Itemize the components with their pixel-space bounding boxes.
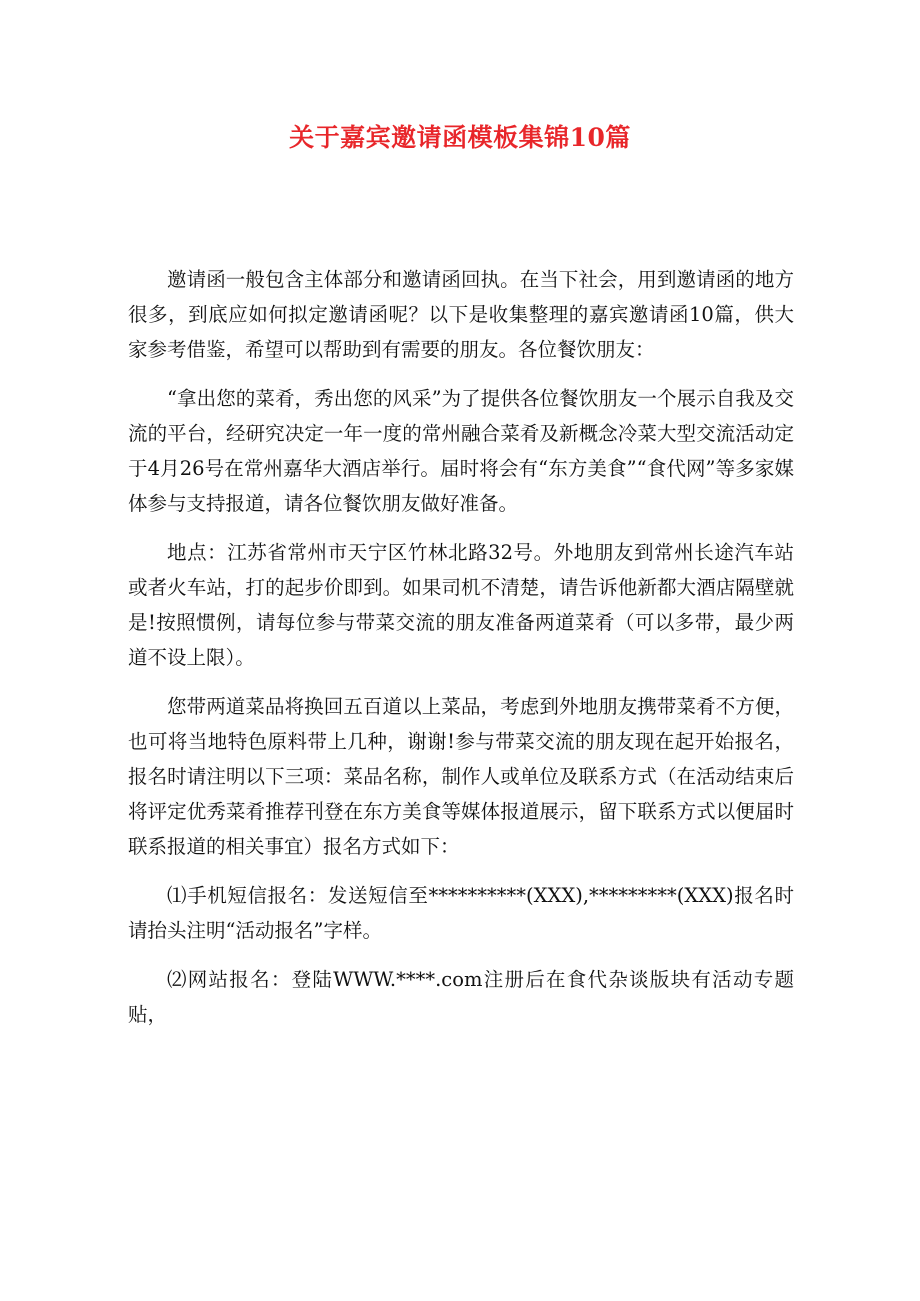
document-body bbox=[128, 262, 794, 1046]
paragraph-web-registration: ⑵网站报名：登陆WWW.****.com注册后在食代杂谈版块有活动专题贴， bbox=[128, 968, 794, 1026]
document-title: 关于嘉宾邀请函模板集锦10篇 bbox=[289, 123, 631, 152]
paragraph-registration: 您带两道菜品将换回五百道以上菜品，考虑到外地朋友携带菜肴不方便，也可将当地特色原料带上几种，谢谢!参与带菜交流的朋友现在起开始报名，报名时请注明以下三项：菜品名称，制作人或单位及联系方式（在活动结束后将评定优秀菜肴推荐刊登在东方美食等媒体报道展示，留下联系方式以便届时联系报道的相关事宜）报名方式如下： bbox=[128, 695, 794, 858]
paragraph-event: “拿出您的菜肴，秀出您的风采”为了提供各位餐饮朋友一个展示自我及交流的平台，经研究决定一年一度的常州融合菜肴及新概念冷菜大型交流活动定于4月26号在常州嘉华大酒店举行。届时将会有“东方美食”“食代网”等多家媒体参与支持报道，请各位餐饮朋友做好准备。 bbox=[128, 387, 794, 515]
paragraph-location: 地点：江苏省常州市天宁区竹林北路32号。外地朋友到常州长途汽车站或者火车站，打的起步价即到。如果司机不清楚，请告诉他新都大酒店隔壁就是!按照惯例，请每位参与带菜交流的朋友准备两道菜肴（可以多带，最少两道不设上限）。 bbox=[128, 541, 794, 669]
paragraph-intro: 邀请函一般包含主体部分和邀请函回执。在当下社会，用到邀请函的地方很多，到底应如何拟定邀请函呢？以下是收集整理的嘉宾邀请函10篇，供大家参考借鉴，希望可以帮助到有需要的朋友。各位餐饮朋友： bbox=[128, 268, 794, 361]
paragraph-sms-registration: ⑴手机短信报名：发送短信至**********(XXX),*********(XXX)报名时请抬头注明“活动报名”字样。 bbox=[128, 884, 794, 942]
